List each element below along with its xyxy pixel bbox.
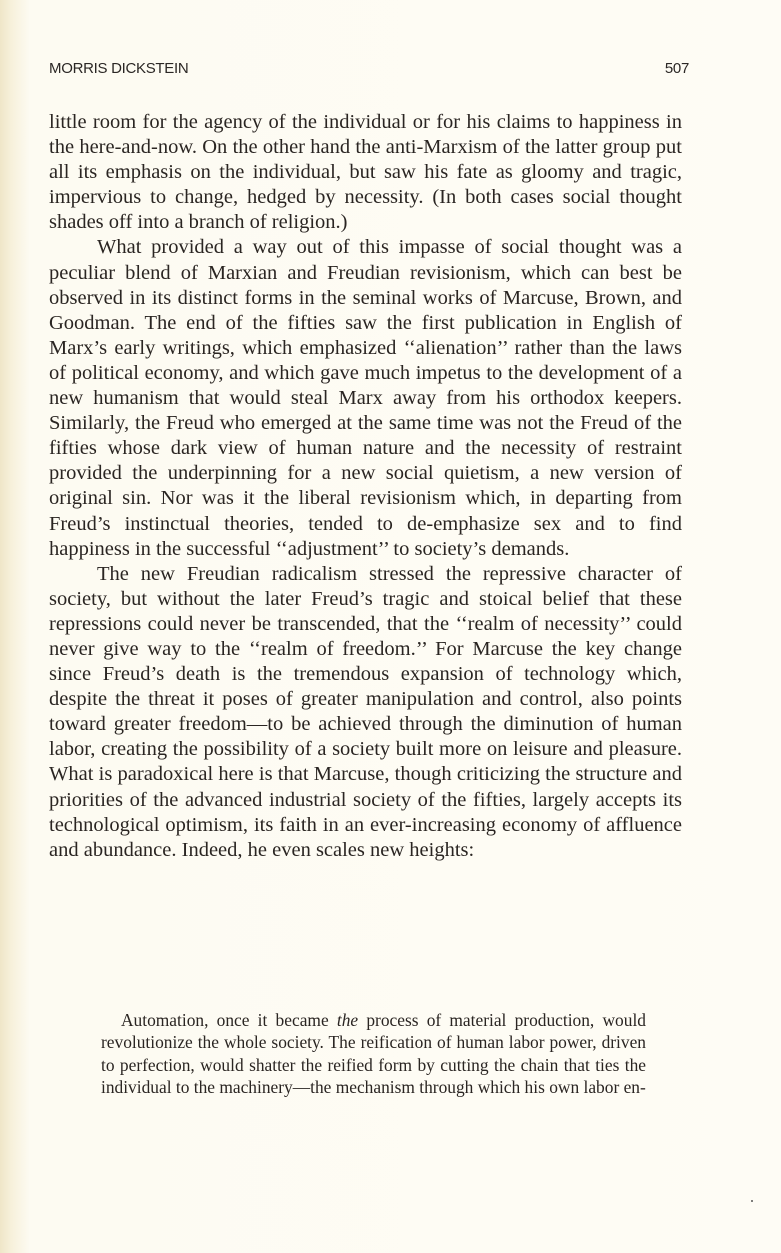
running-head-author: MORRIS DICKSTEIN bbox=[49, 60, 189, 77]
paragraph: The new Freudian radicalism stressed the repressive character of society, but without the later Freud’s tragic and stoical belief that these repressions could never be transcended, that the ‘‘realm of necessity’’ could never give way to the ‘‘realm of freedom.’’ For Marcuse the key change since Freud’s death is the tremendous expansion of technology which, despite the threat it poses of greater manipulation and control, also points toward greater freedom—to be achieved through the diminution of human labor, creating the possibility of a society built more on leisure and pleasure. What is paradoxical here is that Marcuse, though criticizing the structure and priorities of the advanced industrial society of the fifties, largely accepts its technological optimism, its faith in an ever-increasing economy of affluence and abundance. Indeed, he even scales new heights: bbox=[49, 562, 682, 861]
paragraph: What provided a way out of this impasse of social thought was a peculiar blend of Marxian and Freudian revisionism, which can best be observed in its distinct forms in the seminal works of Marcuse, Brown, and Goodman. The end of the fifties saw the first publication in English of Marx’s early writings, which emphasized ‘‘alienation’’ rather than the laws of political economy, and which gave much impetus to the development of a new humanism that would steal Marx away from his orthodox keepers. Similarly, the Freud who emerged at the same time was not the Freud of the fifties whose dark view of human nature and the necessity of restraint provided the underpinning for a new social quietism, a new version of original sin. Nor was it the liberal revisionism which, in departing from Freud’s instinctual theories, tended to de-emphasize sex and to find happiness in the successful ‘‘adjustment’’ to society’s demands. bbox=[49, 236, 682, 560]
quote-text: Automation, once it became bbox=[121, 1010, 337, 1030]
quote-text: process of material production, would revolutionize the whole society. The reification of human labor power, driven to perfection, would shatter the reified form by cutting the chain that ties the individual to the machinery—the mechanism through which his own labor en- bbox=[101, 1010, 646, 1098]
body-text bbox=[49, 110, 682, 863]
quote-emphasis: the bbox=[336, 1010, 359, 1030]
paragraph: little room for the agency of the individual or for his claims to happiness in the here-and-now. On the other hand the anti-Marxism of the latter group put all its emphasis on the individual, but saw his fate as gloomy and tragic, impervious to change, hedged by necessity. (In both cases social thought shades off into a branch of religion.) bbox=[49, 111, 682, 234]
block-quote bbox=[101, 1009, 646, 1099]
page-number: 507 bbox=[664, 60, 689, 77]
block-quote-paragraph bbox=[101, 1009, 646, 1099]
ink-speck bbox=[751, 1200, 753, 1202]
